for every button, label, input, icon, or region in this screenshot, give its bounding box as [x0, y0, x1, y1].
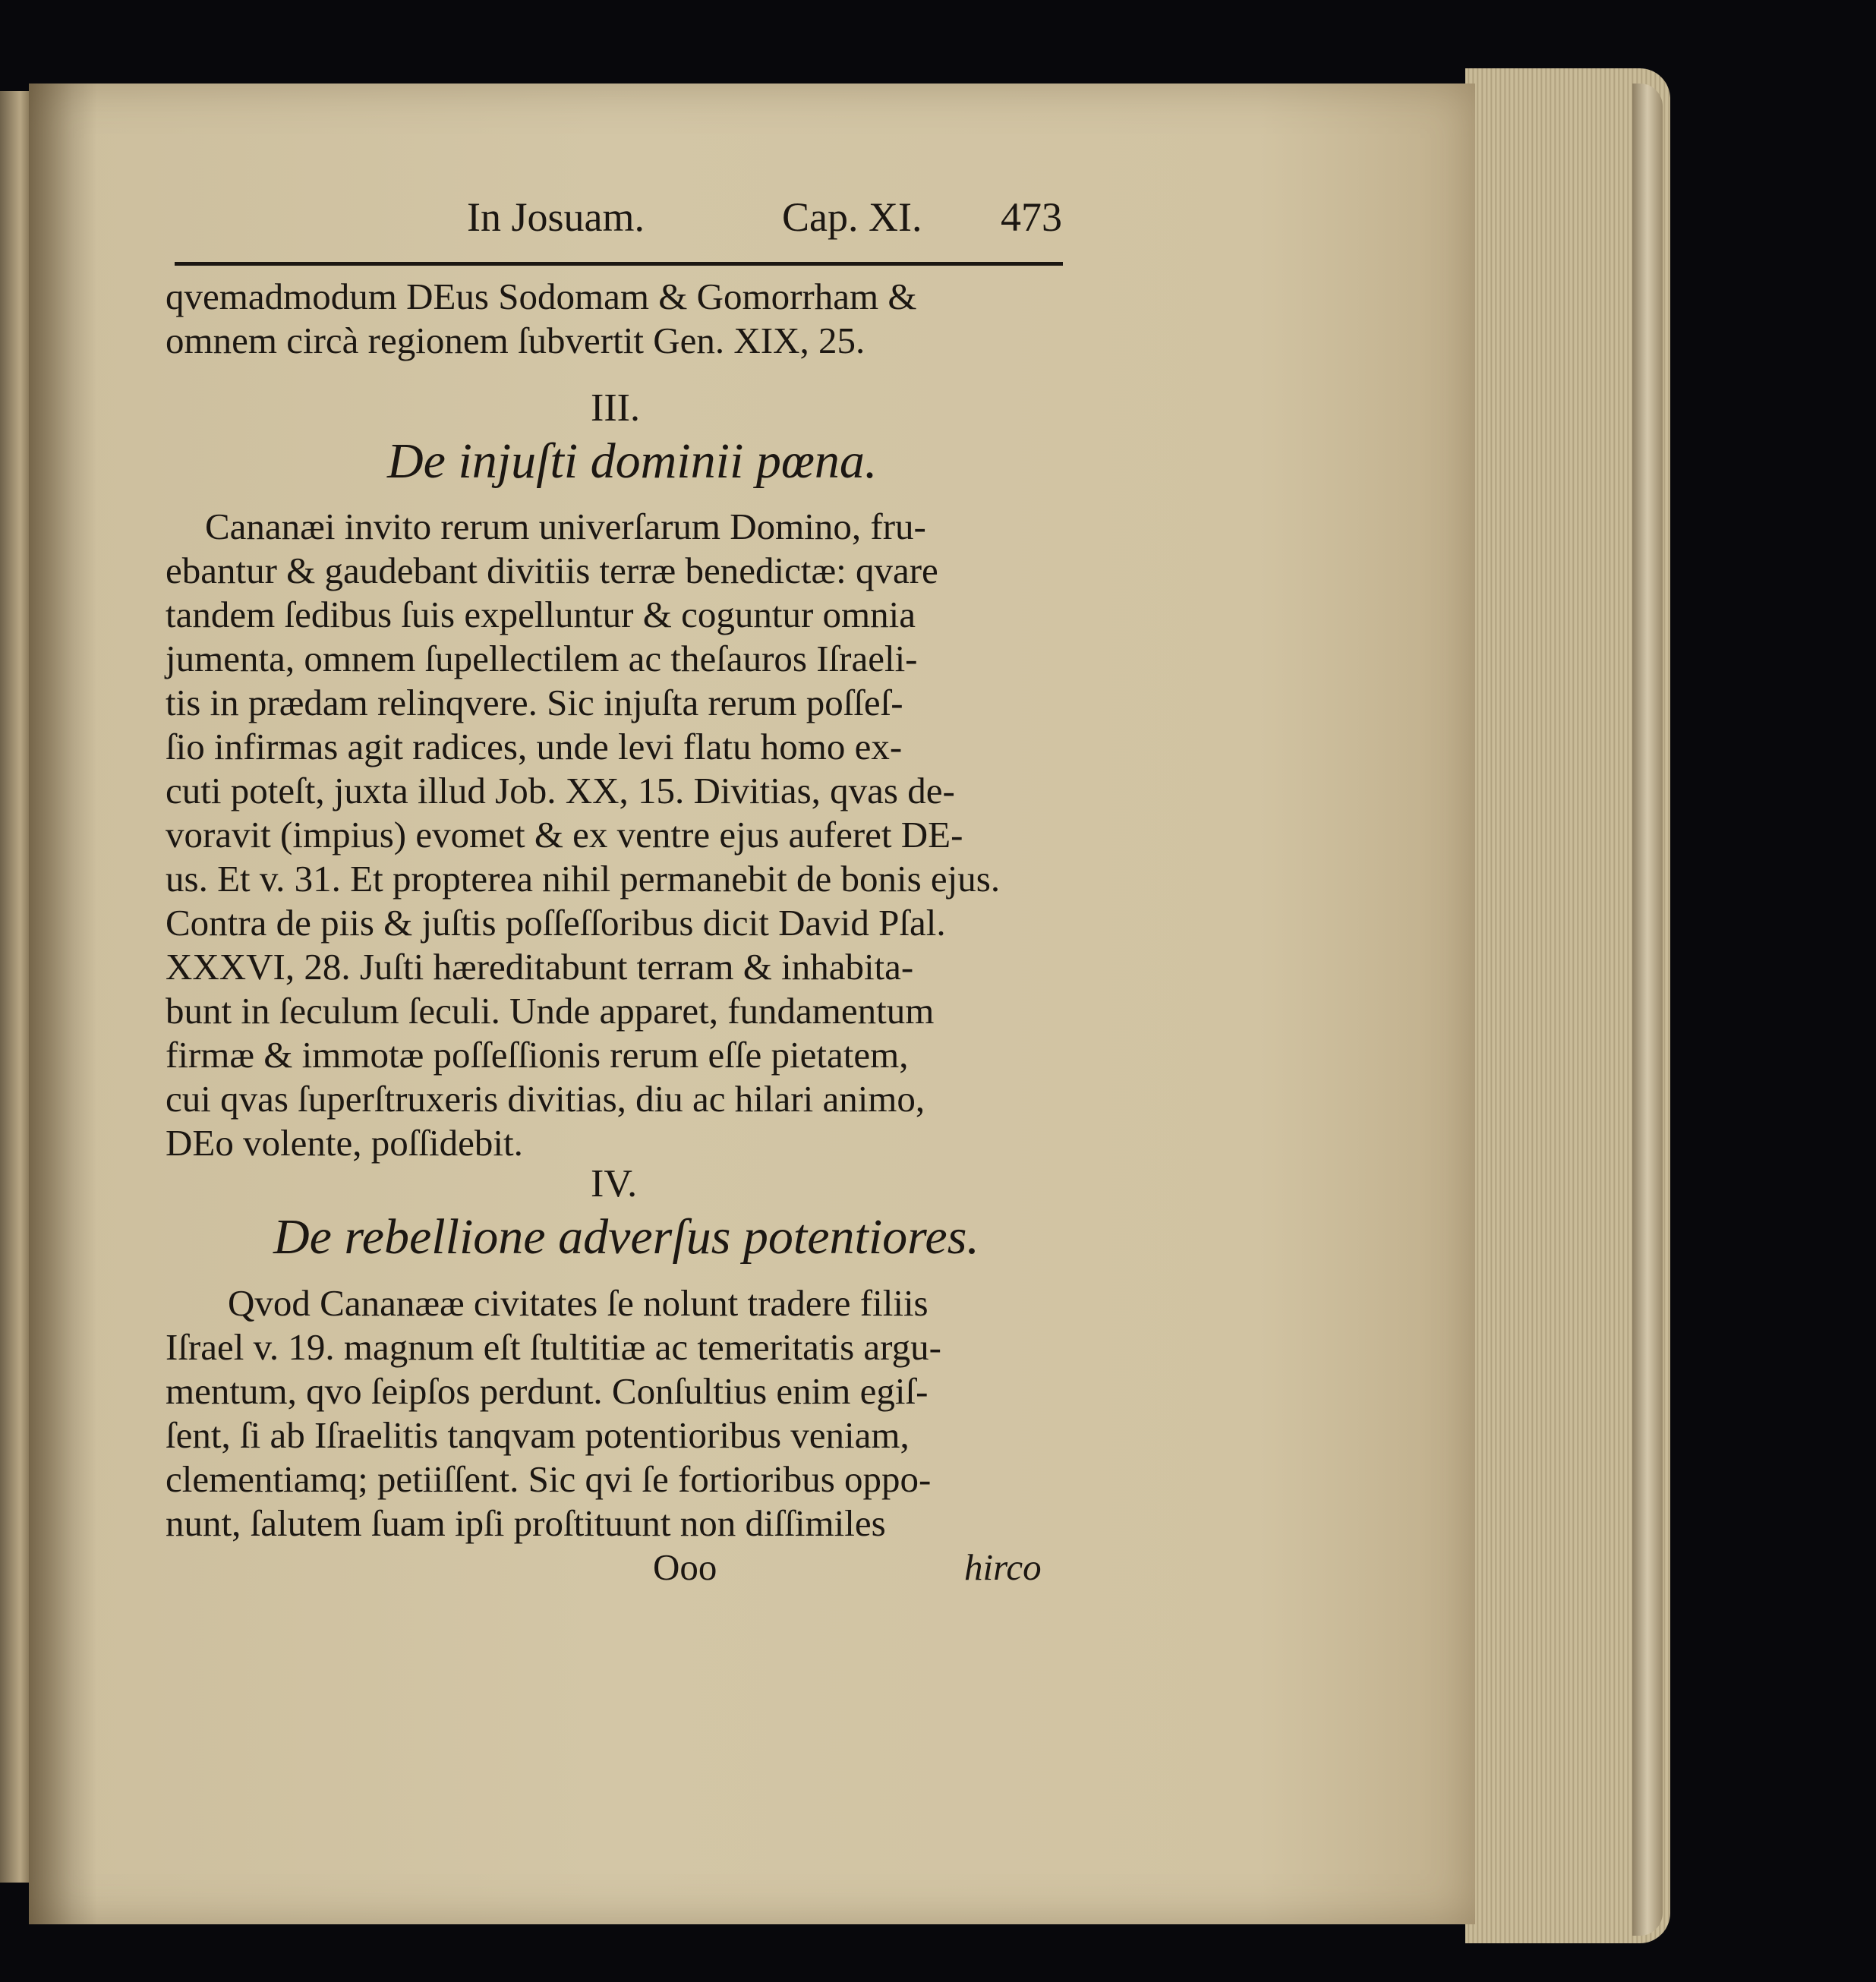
body-line: XXXVI, 28. Juſti hæreditabunt terram & inhabita- — [166, 946, 914, 988]
body-line: us. Et v. 31. Et propterea nihil permanebit de bonis ejus. — [166, 858, 1001, 900]
body-line: firmæ & immotæ poſſeſſionis rerum eſſe pietatem, — [166, 1034, 909, 1076]
body-line: ebantur & gaudebant divitiis terræ benedictæ: qvare — [166, 550, 938, 591]
running-head-chapter: Cap. XI. — [782, 194, 922, 240]
section-heading: De rebellione adverſus potentiores. — [273, 1209, 979, 1265]
catchword: hirco — [964, 1546, 1042, 1588]
body-line: DEo volente, poſſidebit. — [166, 1122, 523, 1164]
body-line: bunt in ſeculum ſeculi. Unde apparet, fundamentum — [166, 990, 935, 1032]
body-line: cuti poteſt, juxta illud Job. XX, 15. Divitias, qvas de- — [166, 770, 955, 811]
page-number: 473 — [1001, 194, 1062, 240]
body-line: Iſrael v. 19. magnum eſt ſtultitiæ ac temeritatis argu- — [166, 1326, 941, 1368]
cover-edge — [1632, 84, 1663, 1936]
section-numeral: IV. — [591, 1162, 638, 1205]
running-head-title: In Josuam. — [467, 194, 645, 240]
body-line: Qvod Cananææ civitates ſe nolunt tradere filiis — [228, 1282, 929, 1324]
section-heading: De injuſti dominii pœna. — [387, 433, 878, 489]
body-line: cui qvas ſuperſtruxeris divitias, diu ac hilari animo, — [166, 1078, 925, 1120]
body-line: tandem ſedibus ſuis expelluntur & coguntur omnia — [166, 594, 916, 635]
left-page-edge — [0, 91, 29, 1883]
section-numeral: III. — [591, 386, 640, 430]
body-line: tis in prædam relinqvere. Sic injuſta rerum poſſeſ- — [166, 682, 903, 723]
body-line: voravit (impius) evomet & ex ventre ejus auferet DE- — [166, 814, 963, 856]
gutter-shadow — [29, 84, 97, 1924]
header-rule — [175, 262, 1063, 266]
signature-mark: Ooo — [653, 1546, 717, 1588]
body-line: nunt, ſalutem ſuam ipſi proſtituunt non diſſimiles — [166, 1502, 886, 1544]
body-line: ſio infirmas agit radices, unde levi flatu homo ex- — [166, 726, 903, 767]
body-line: omnem circà regionem ſubvertit Gen. XIX, 25. — [166, 320, 865, 361]
body-line: qvemadmodum DEus Sodomam & Gomorrham & — [166, 276, 917, 317]
body-line: mentum, qvo ſeipſos perdunt. Conſultius enim egiſ- — [166, 1370, 929, 1412]
body-line: jumenta, omnem ſupellectilem ac theſauros Iſraeli- — [166, 638, 918, 679]
body-line: Cananæi invito rerum univerſarum Domino, fru- — [205, 506, 926, 547]
body-line: clementiamq; petiiſſent. Sic qvi ſe fortioribus oppo- — [166, 1458, 932, 1500]
body-line: Contra de piis & juſtis poſſeſſoribus dicit David Pſal. — [166, 902, 946, 944]
body-line: ſent, ſi ab Iſraelitis tanqvam potentioribus veniam, — [166, 1414, 910, 1456]
